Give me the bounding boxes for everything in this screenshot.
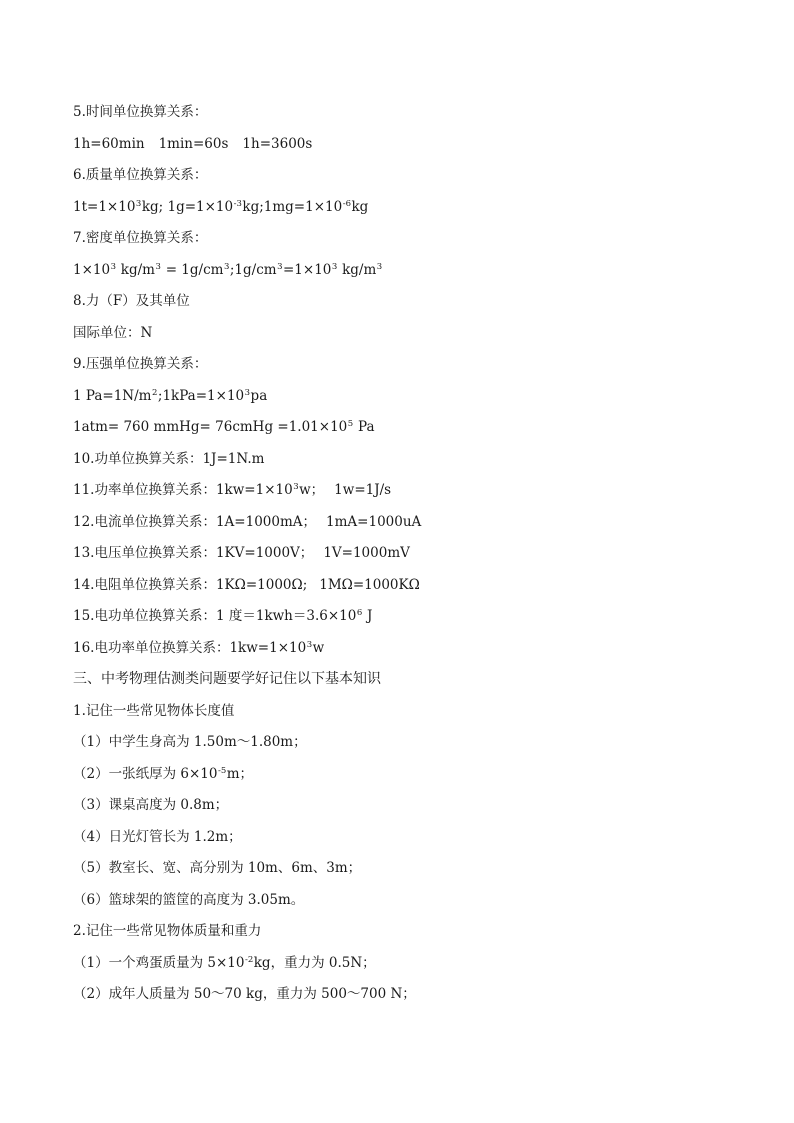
superscript: 2 xyxy=(151,387,158,398)
text-segment: J xyxy=(362,608,373,624)
superscript: -2 xyxy=(244,954,254,965)
line-density-values xyxy=(73,259,733,291)
line-length-2 xyxy=(73,763,733,795)
text-segment: 15.电功单位换算关系：1 度＝1kwh＝3.6×10 xyxy=(73,608,357,624)
text-segment: 1V=1000mV xyxy=(323,545,410,561)
superscript: 3 xyxy=(244,387,251,398)
superscript: -6 xyxy=(342,198,351,209)
line-length-5 xyxy=(73,857,733,889)
text-segment: 1t=1×10 xyxy=(73,198,136,215)
line-length-1 xyxy=(73,731,733,763)
text-segment: （1）中学生身高为 1.50m～1.80m； xyxy=(73,734,307,750)
superscript: 3 xyxy=(376,261,383,272)
line-pressure-values-2 xyxy=(73,416,733,448)
text-segment: kg xyxy=(351,198,369,215)
line-mass-values xyxy=(73,196,733,228)
superscript: 3 xyxy=(277,261,283,272)
text-segment: 1h=3600s xyxy=(242,135,313,152)
line-length-6 xyxy=(73,889,733,921)
line-resistance xyxy=(73,574,733,606)
superscript: 3 xyxy=(135,198,142,209)
text-segment: 14.电阻单位换算关系：1KΩ=1000Ω; xyxy=(73,576,308,593)
line-current xyxy=(73,511,733,543)
superscript: 3 xyxy=(110,261,117,272)
line-section-three-heading xyxy=(73,668,733,700)
text-segment: 6.质量单位换算关系： xyxy=(73,167,208,183)
text-segment: m； xyxy=(226,765,254,782)
text-segment: （6）篮球架的篮筐的高度为 3.05m。 xyxy=(73,891,305,908)
superscript: -3 xyxy=(233,198,242,209)
text-segment: w xyxy=(312,639,325,656)
text-segment: 2.记住一些常见物体质量和重力 xyxy=(73,923,262,939)
superscript: 3 xyxy=(306,639,313,650)
text-segment: 16.电功率单位换算关系：1kw=1×10 xyxy=(73,639,307,656)
text-segment: 1h=60min xyxy=(73,135,145,152)
line-density-heading xyxy=(73,227,733,259)
text-segment: （2）成年人质量为 50～70 kg，重力为 500～700 N； xyxy=(73,986,416,1002)
line-electric-work xyxy=(73,605,733,637)
text-segment: 1.记住一些常见物体长度值 xyxy=(73,702,235,719)
text-segment: 13.电压单位换算关系：1KV=1000V； xyxy=(73,545,314,561)
superscript: -5 xyxy=(217,765,227,776)
text-segment: 9.压强单位换算关系： xyxy=(73,356,208,372)
line-work xyxy=(73,448,733,480)
line-time-heading xyxy=(73,101,733,133)
text-segment: （3）课桌高度为 0.8m； xyxy=(73,797,229,813)
text-segment: 10.功单位换算关系：1J=1N.m xyxy=(73,450,265,467)
text-segment: kg/m xyxy=(116,261,155,278)
text-segment: 国际单位：N xyxy=(73,324,153,341)
superscript: 3 xyxy=(293,482,299,492)
text-segment: （1）一个鸡蛋质量为 5×10 xyxy=(73,954,245,971)
superscript: 5 xyxy=(347,419,354,429)
text-segment: 1w=1J/s xyxy=(334,482,392,498)
line-voltage xyxy=(73,542,733,574)
text-segment: ;1g/cm xyxy=(229,261,277,278)
text-segment: 8.力（F）及其单位 xyxy=(73,293,190,309)
text-segment: （5）教室长、宽、高分别为 10m、6m、3m； xyxy=(73,860,362,876)
line-mass-heading xyxy=(73,164,733,196)
line-force-heading xyxy=(73,290,733,322)
text-segment: 12.电流单位换算关系：1A=1000mA； xyxy=(73,513,317,530)
line-power xyxy=(73,479,733,511)
text-segment: 11.功率单位换算关系：1kw=1×10 xyxy=(73,482,293,498)
line-length-heading xyxy=(73,700,733,732)
text-segment: 1atm= 760 mmHg= 76cmHg =1.01×10 xyxy=(73,419,348,435)
line-force-unit xyxy=(73,322,733,354)
line-pressure-heading xyxy=(73,353,733,385)
superscript: 6 xyxy=(356,608,363,618)
superscript: 3 xyxy=(155,261,161,272)
text-segment: w； xyxy=(299,482,325,498)
text-segment: kg;1mg=1×10 xyxy=(242,198,343,215)
document-page xyxy=(73,101,733,1015)
text-segment: 7.密度单位换算关系： xyxy=(73,230,208,246)
line-length-3 xyxy=(73,794,733,826)
text-segment: 1 Pa=1N/m xyxy=(73,387,152,404)
superscript: 3 xyxy=(223,261,230,272)
line-mass-weight-1 xyxy=(73,952,733,984)
superscript: 3 xyxy=(331,261,338,272)
line-mass-weight-2 xyxy=(73,983,733,1015)
text-segment: kg; 1g=1×10 xyxy=(141,198,234,215)
text-segment: 5.时间单位换算关系： xyxy=(73,104,208,120)
text-segment: Pa xyxy=(353,419,375,435)
text-segment: 三、中考物理估测类问题要学好记住以下基本知识 xyxy=(73,671,381,687)
text-segment: =1×10 xyxy=(283,261,332,278)
line-mass-weight-heading xyxy=(73,920,733,952)
line-electric-power xyxy=(73,637,733,669)
line-length-4 xyxy=(73,826,733,858)
text-segment: （2）一张纸厚为 6×10 xyxy=(73,765,218,782)
text-segment: 1mA=1000uA xyxy=(326,513,422,530)
line-pressure-values-1 xyxy=(73,385,733,417)
text-segment: pa xyxy=(250,387,268,404)
line-time-values xyxy=(73,133,733,165)
text-segment: = 1g/cm xyxy=(161,261,224,278)
text-segment: 1min=60s xyxy=(158,135,229,152)
text-segment: kg/m xyxy=(337,261,377,278)
text-segment: 1×10 xyxy=(73,261,111,278)
text-segment: （4）日光灯管长为 1.2m； xyxy=(73,828,242,845)
text-segment: 1MΩ=1000KΩ xyxy=(319,576,420,593)
text-segment: kg，重力为 0.5N； xyxy=(253,954,376,971)
text-segment: ;1kPa=1×10 xyxy=(157,387,245,404)
